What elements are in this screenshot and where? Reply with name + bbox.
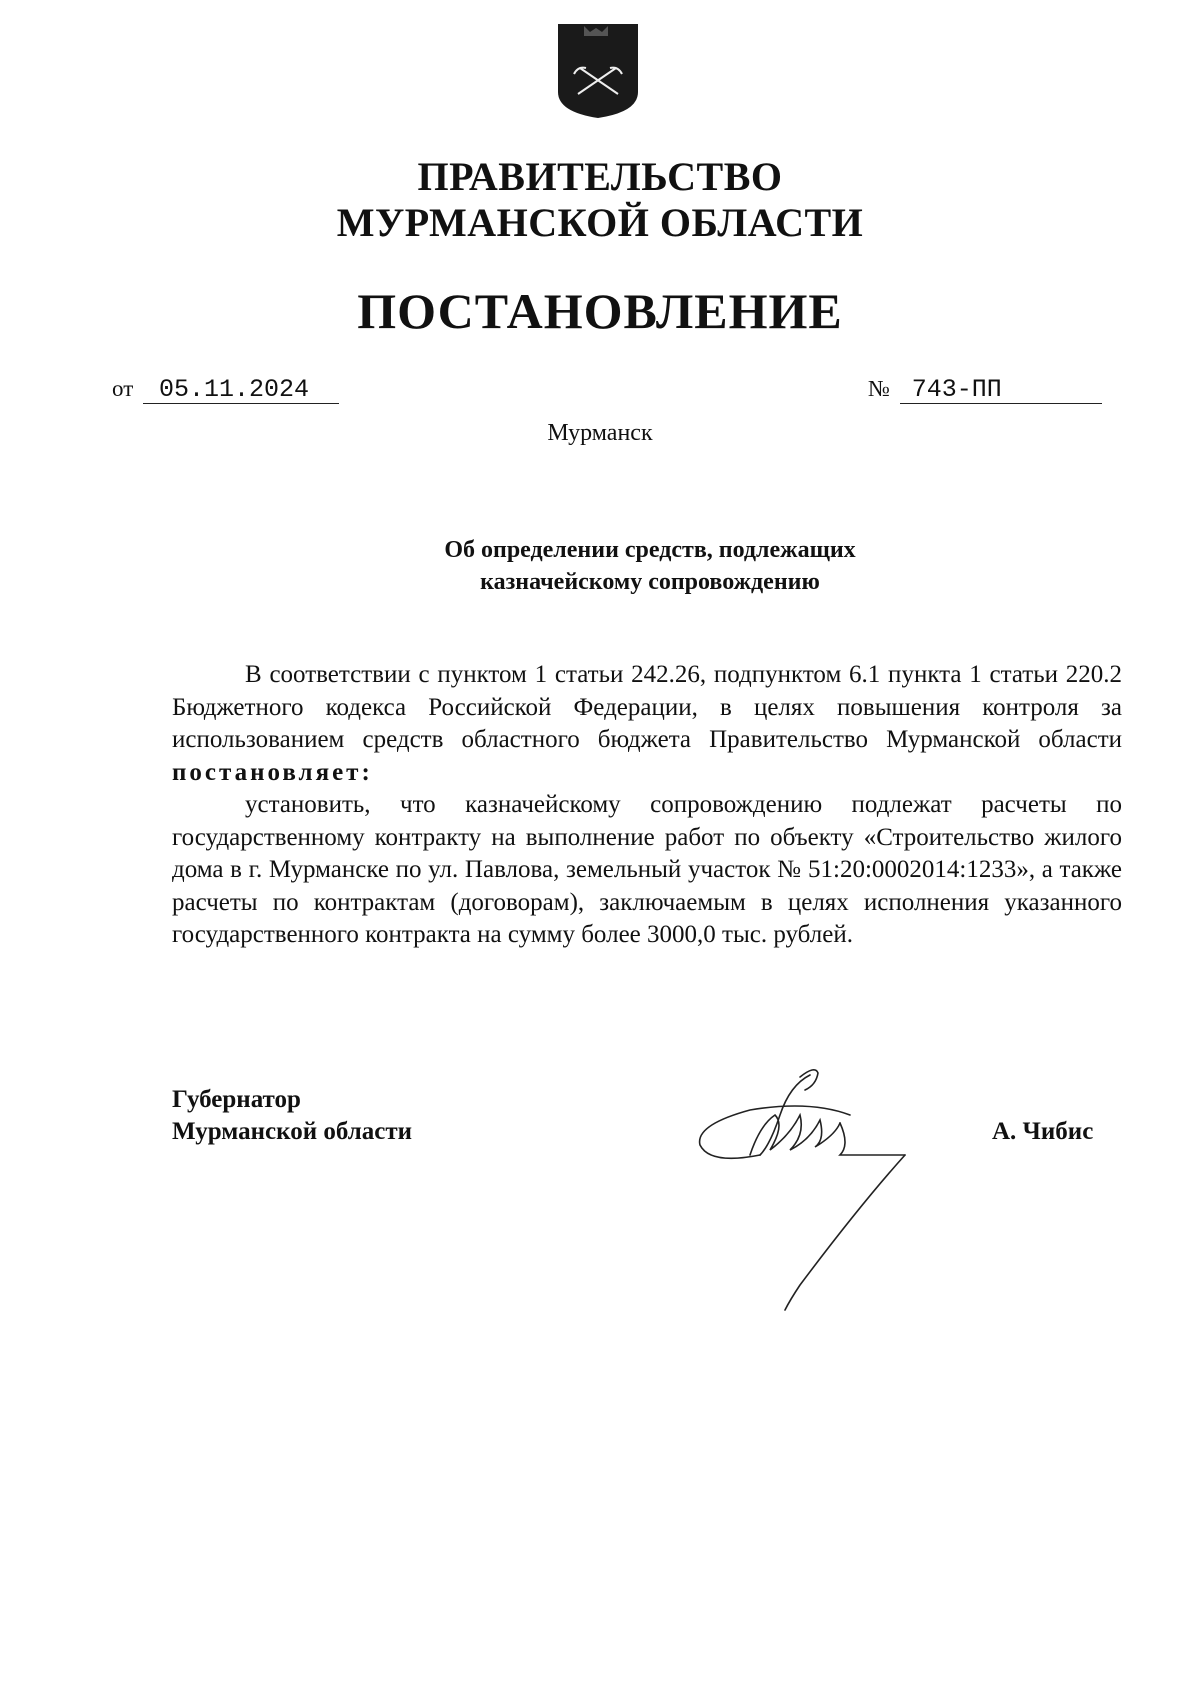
- document-type: ПОСТАНОВЛЕНИЕ: [357, 283, 843, 339]
- body-paragraph-2: [172, 789, 1122, 952]
- subject-line-1: Об определении средств, подлежащих: [444, 537, 856, 563]
- org-name-line-1: ПРАВИТЕЛЬСТВО: [417, 154, 783, 199]
- paragraph-1-text: В соответствии с пунктом 1 статьи 242.26, подпунктом 6.1 пункта 1 статьи 220.2 Бюджетного кодекса Российской Федерации, в целях повышения контроля за использованием средств областного бюджета Правительство Мурманской области: [172, 661, 1122, 753]
- date-prefix: от: [112, 376, 134, 401]
- body-paragraph-1: [172, 659, 1122, 789]
- signatory-title: [172, 1084, 412, 1148]
- handwritten-signature: [690, 1055, 930, 1315]
- city: Мурманск: [547, 420, 653, 446]
- paragraph-2-text: установить, что казначейскому сопровождению подлежат расчеты по государственному контракту на выполнение работ по объекту «Строительство жилого дома в г. Мурманске по ул. Павлова, земельный участок № 51:20:0002014:1233», а также расчеты по контрактам (договорам), заключаемым в целях исполнения указанного государственного контракта на сумму более 3000,0 тыс. рублей.: [172, 791, 1122, 948]
- coat-of-arms-icon: [556, 22, 640, 120]
- org-name-line-2: МУРМАНСКОЙ ОБЛАСТИ: [336, 200, 864, 245]
- signatory-title-line-2: Мурманской области: [172, 1118, 413, 1145]
- resolution-keyword: постановляет:: [172, 758, 373, 786]
- number-value: 743-ПП: [900, 377, 1102, 404]
- signatory-name: А. Чибис: [992, 1118, 1094, 1145]
- date-field: [112, 376, 339, 404]
- date-value: 05.11.2024: [143, 377, 339, 404]
- number-field: [868, 376, 1102, 404]
- subject-line-2: казначейскому сопровождению: [480, 569, 820, 595]
- number-prefix: №: [868, 376, 890, 401]
- signatory-title-line-1: Губернатор: [172, 1086, 301, 1113]
